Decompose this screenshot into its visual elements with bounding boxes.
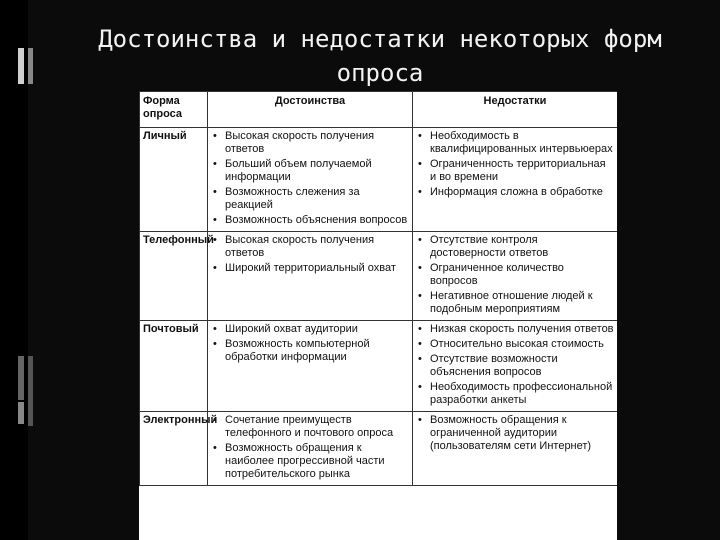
pros-list [211,323,409,364]
list-item: • Ограниченность территориальная и во времени [416,158,614,184]
decor-stripe [28,48,33,84]
list-item: • Информация сложна в обработке [416,186,614,199]
header-form: Форма опроса [140,92,208,128]
list-item: • Возможность обращения к наиболее прогрессивной части потребительского рынка [211,442,409,481]
form-cell: Электронный [140,412,208,486]
decor-stripe [18,48,24,84]
comparison-table-container [139,91,617,540]
list-item: • Необходимость в квалифицированных интервьюерах [416,130,614,156]
list-item: • Высокая скорость получения ответов [211,234,409,260]
list-item: • Ограниченное количество вопросов [416,262,614,288]
list-item: • Возможность объяснения вопросов [211,214,409,227]
table-header-row [140,92,618,128]
header-cons: Недостатки [413,92,618,128]
table-row [140,321,618,412]
cons-cell [413,128,618,232]
cons-list [416,130,614,199]
form-cell: Личный [140,128,208,232]
decor-stripe [18,356,24,400]
decor-stripe [18,402,24,424]
pros-cell [208,232,413,321]
list-item: • Высокая скорость получения ответов [211,130,409,156]
list-item: • Возможность слежения за реакцией [211,186,409,212]
pros-cell [208,412,413,486]
pros-cell [208,128,413,232]
list-item: • Широкий территориальный охват [211,262,409,275]
pros-cell [208,321,413,412]
cons-list [416,234,614,316]
list-item: • Негативное отношение людей к подобным мероприятиям [416,290,614,316]
table-row [140,232,618,321]
slide-title-line-2: опроса [336,59,424,87]
comparison-table [139,91,617,486]
table-row [140,412,618,486]
list-item: • Сочетание преимуществ телефонного и почтового опроса [211,414,409,440]
list-item: • Низкая скорость получения ответов [416,323,614,336]
table-body [140,128,618,486]
form-cell: Телефонный [140,232,208,321]
pros-list [211,234,409,275]
list-item: • Возможность обращения к ограниченной аудитории (пользователям сети Интернет) [416,414,614,453]
cons-cell [413,232,618,321]
cons-cell [413,321,618,412]
cons-list [416,414,614,453]
cons-cell [413,412,618,486]
pros-list [211,414,409,481]
cons-list [416,323,614,407]
header-pros: Достоинства [208,92,413,128]
pros-list [211,130,409,227]
form-cell: Почтовый [140,321,208,412]
list-item: • Отсутствие возможности объяснения вопросов [416,353,614,379]
table-row [140,128,618,232]
list-item: • Больший объем получаемой информации [211,158,409,184]
list-item: • Возможность компьютерной обработки информации [211,338,409,364]
slide-title [60,22,700,90]
list-item: • Необходимость профессиональной разработки анкеты [416,381,614,407]
decor-stripe [28,356,33,426]
slide-title-line-1: Достоинства и недостатки некоторых форм [98,25,662,53]
list-item: • Относительно высокая стоимость [416,338,614,351]
list-item: • Широкий охват аудитории [211,323,409,336]
list-item: • Отсутствие контроля достоверности ответов [416,234,614,260]
